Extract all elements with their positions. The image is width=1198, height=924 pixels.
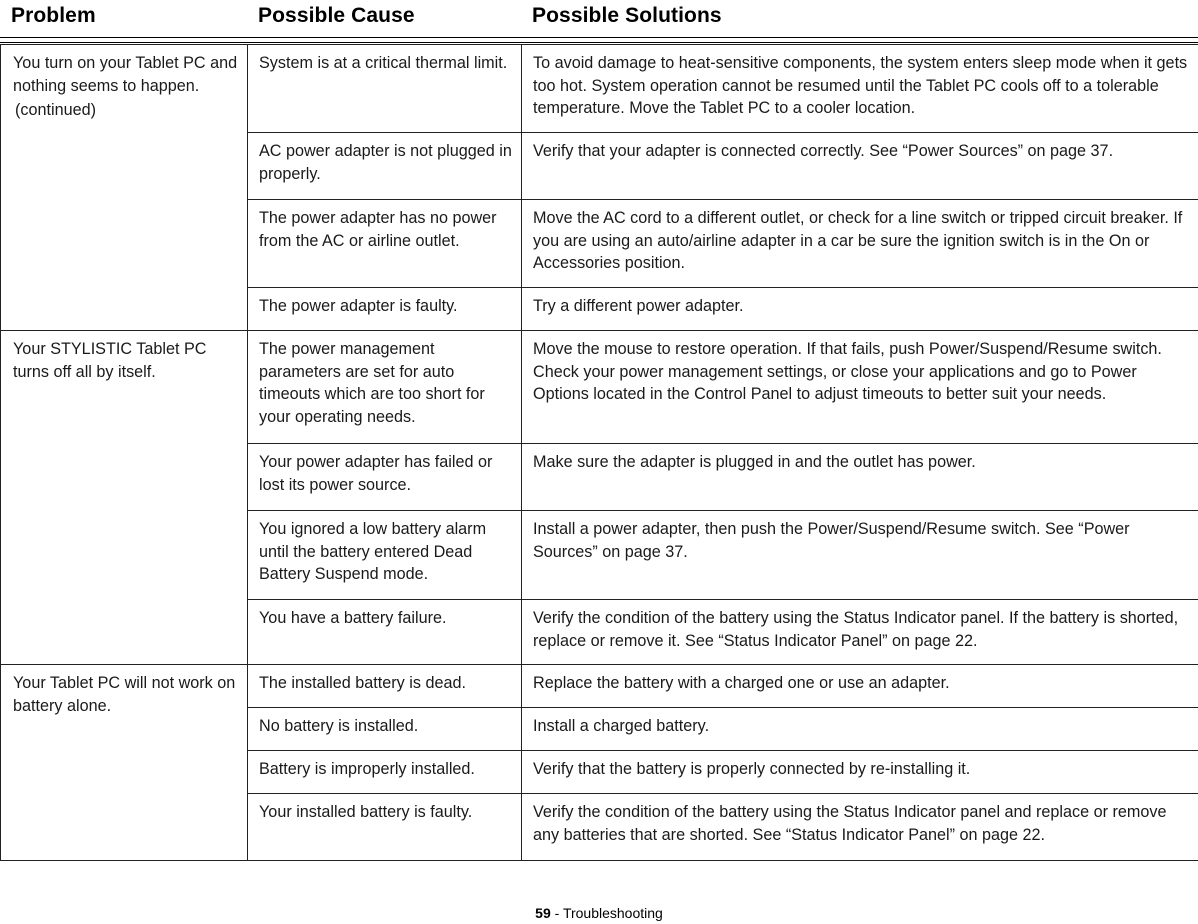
cause-cell: You have a battery failure. xyxy=(248,600,522,665)
cause-cell: Battery is improperly installed. xyxy=(248,751,522,794)
cause-cell: Your installed battery is faulty. xyxy=(248,794,522,861)
footer-section: Troubleshooting xyxy=(562,905,663,921)
problem-cell xyxy=(1,331,248,665)
solution-cell: Move the mouse to restore operation. If that fails, push Power/Suspend/Resume switch. Check your power management settings, or close your applications and go to Power Options located in the Control Panel to adjust timeouts to better suit your needs. xyxy=(522,331,1198,444)
cause-cell: System is at a critical thermal limit. xyxy=(248,45,522,133)
page-footer xyxy=(0,905,1198,921)
cause-cell: The installed battery is dead. xyxy=(248,665,522,708)
header-possible-cause: Possible Cause xyxy=(258,4,415,27)
solution-cell: Verify the condition of the battery using the Status Indicator panel and replace or remove any batteries that are shorted. See “Status Indicator Panel” on page 22. xyxy=(522,794,1198,861)
solution-cell: To avoid damage to heat-sensitive components, the system enters sleep mode when it gets too hot. System operation cannot be resumed until the Tablet PC cools off to a tolerable temperature. Move the Tablet PC to a cooler location. xyxy=(522,45,1198,133)
problem-text: Your STYLISTIC Tablet PC turns off all by itself. xyxy=(13,340,207,381)
cause-cell: The power adapter is faulty. xyxy=(248,288,522,331)
solution-cell: Install a charged battery. xyxy=(522,708,1198,751)
page-number: 59 xyxy=(535,905,551,921)
table-header xyxy=(0,0,1198,38)
solution-cell: Verify the condition of the battery using the Status Indicator panel. If the battery is shorted, replace or remove it. See “Status Indicator Panel” on page 22. xyxy=(522,600,1198,665)
problem-cell xyxy=(1,665,248,861)
continued-note: (continued) xyxy=(15,101,96,119)
solution-cell: Move the AC cord to a different outlet, or check for a line switch or tripped circuit breaker. If you are using an auto/airline adapter in a car be sure the ignition switch is in the On or Accessories position. xyxy=(522,200,1198,288)
solution-cell: Make sure the adapter is plugged in and the outlet has power. xyxy=(522,444,1198,511)
header-possible-solutions: Possible Solutions xyxy=(532,4,722,27)
footer-separator: - xyxy=(550,905,563,921)
cause-cell: AC power adapter is not plugged in properly. xyxy=(248,133,522,200)
problem-text: Your Tablet PC will not work on battery alone. xyxy=(13,674,236,715)
table-row xyxy=(1,45,1198,133)
solution-cell: Replace the battery with a charged one or use an adapter. xyxy=(522,665,1198,708)
solution-cell: Verify that the battery is properly connected by re-installing it. xyxy=(522,751,1198,794)
solution-cell: Try a different power adapter. xyxy=(522,288,1198,331)
header-divider xyxy=(0,42,1198,43)
problem-cell xyxy=(1,45,248,331)
table-row xyxy=(1,331,1198,444)
table-row xyxy=(1,665,1198,708)
solution-cell: Install a power adapter, then push the Power/Suspend/Resume switch. See “Power Sources” on page 37. xyxy=(522,511,1198,600)
cause-cell: No battery is installed. xyxy=(248,708,522,751)
solution-cell: Verify that your adapter is connected correctly. See “Power Sources” on page 37. xyxy=(522,133,1198,200)
cause-cell: Your power adapter has failed or lost its power source. xyxy=(248,444,522,511)
header-problem: Problem xyxy=(11,4,96,27)
cause-cell: You ignored a low battery alarm until the battery entered Dead Battery Suspend mode. xyxy=(248,511,522,600)
problem-text: You turn on your Tablet PC and nothing seems to happen. xyxy=(13,54,238,95)
cause-cell: The power adapter has no power from the AC or airline outlet. xyxy=(248,200,522,288)
cause-cell: The power management parameters are set for auto timeouts which are too short for your operating needs. xyxy=(248,331,522,444)
troubleshooting-table xyxy=(0,44,1198,861)
